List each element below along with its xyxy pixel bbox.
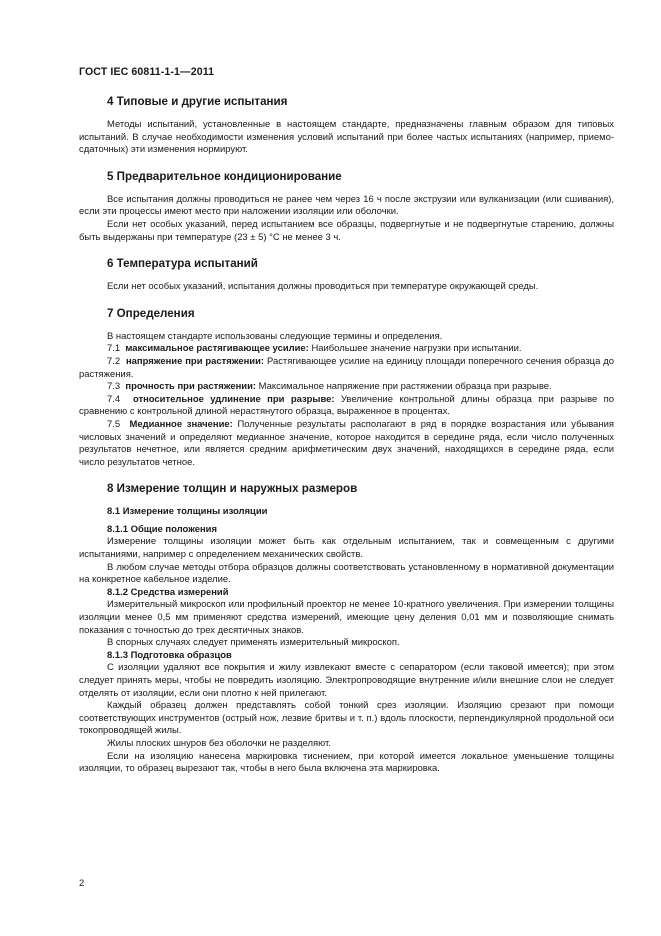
definition-7-5: 7.5 Медианное значение: Полученные результаты располагают в ряд в порядке возрастания или убывания числовых значений и определяют медианное значение, которое находится в середине ряда, если число полученных результатов нечетное, или является средним арифметическим двух значений, находящихся в середине ряда, если число результатов четное. — [79, 418, 615, 468]
section-4-paragraph: Методы испытаний, установленные в настоящем стандарте, предназначены главным образом для типовых испытаний. В случае необходимости изменения условий испытаний при более частых испытаниях (например, приемо-сдаточных) эти изменения нормируют. — [79, 119, 614, 156]
section-5-heading: 5 Предварительное кондиционирование — [107, 169, 342, 183]
section-4-heading: 4 Типовые и другие испытания — [107, 95, 288, 108]
subsection-8-1-2-heading: 8.1.2 Средства измерений — [107, 586, 229, 598]
section-6-heading: 6 Температура испытаний — [107, 257, 258, 271]
subsection-8-1-2-paragraph-2: В спорных случаях следует применять измерительный микроскоп. — [107, 637, 400, 649]
subsection-8-1-3-paragraph-3: Жилы плоских шнуров без оболочки не разделяют. — [107, 737, 331, 749]
subsection-8-1-3-paragraph-4: Если на изоляцию нанесена маркировка тиснением, при которой имеется локальное уменьшение толщины изоляции, то образец вырезают так, чтобы в него была включена эта маркировка. — [79, 750, 614, 775]
definition-7-1: 7.1 максимальное растягивающее усилие: Наибольшее значение нагрузки при испытании. — [107, 343, 522, 355]
page-content — [79, 90, 614, 776]
subsection-8-1-1-paragraph-1: Измерение толщины изоляции может быть как отдельным испытанием, так и совмещенным с другими испытаниями, например с определением механических свойств. — [79, 536, 614, 561]
section-7-heading: 7 Определения — [107, 306, 195, 320]
subsection-8-1-1-paragraph-2: В любом случае методы отбора образцов должны соответствовать установленному в нормативной документации на конкретное кабельное изделие. — [79, 561, 614, 586]
definition-7-3: 7.3 прочность при растяжении: Максимальное напряжение при растяжении образца при разрыве. — [107, 381, 552, 393]
page-number: 2 — [79, 878, 85, 889]
subsection-8-1-1-heading: 8.1.1 Общие положения — [107, 523, 217, 535]
subsection-8-1-3-paragraph-1: С изоляции удаляют все покрытия и жилу извлекают вместе с сепаратором (если таковой имеется); при этом следует принять меры, чтобы не повредить изоляцию. Электропроводящие внутренние и/или внешние слои не следует отделять от изоляции, если они плотно к ней прилегают. — [79, 662, 614, 699]
section-6-paragraph: Если нет особых указаний, испытания должны проводиться при температуре окружающей среды. — [107, 281, 539, 293]
subsection-8-1-3-paragraph-2: Каждый образец должен представлять собой тонкий срез изоляции. Изоляцию срезают при помощи соответствующих инструментов (острый нож, лезвие бритвы и т. п.) вдоль плоскости, перпендикулярной продольной оси токопроводящей жилы. — [79, 700, 614, 737]
section-8-heading: 8 Измерение толщин и наружных размеров — [107, 482, 358, 496]
standard-designation: ГОСТ IEC 60811-1-1—2011 — [79, 66, 215, 78]
subsection-8-1-2-paragraph-1: Измерительный микроскоп или профильный проектор не менее 10-кратного увеличения. При измерении толщины изоляции менее 0,5 мм применяют средства измерений, имеющие цену деления 0,01 мм и позволяющие снимать показания с точностью до трех десятичных знаков. — [79, 599, 614, 636]
section-5-paragraph-1: Все испытания должны проводиться не ранее чем через 16 ч после экструзии или вулканизации (или сшивания), если эти процессы имеют место при наложении изоляции или оболочки. — [79, 193, 614, 218]
section-5-paragraph-2: Если нет особых указаний, перед испытанием все образцы, подвергнутые и не подвергнутые старению, должны быть выдержаны при температуре (23 ± 5) °С не менее 3 ч. — [79, 218, 614, 243]
definition-7-4: 7.4 относительное удлинение при разрыве: Увеличение контрольной длины образца при разрыве по сравнению с контрольной длиной нерастянутого образца, выраженное в процентах. — [79, 393, 614, 418]
subsection-8-1-heading: 8.1 Измерение толщины изоляции — [107, 506, 268, 518]
definition-7-2: 7.2 напряжение при растяжении: Растягивающее усилие на единицу площади поперечного сечения образца до растяжения. — [79, 355, 615, 380]
section-7-intro: В настоящем стандарте использованы следующие термины и определения. — [107, 330, 443, 342]
subsection-8-1-3-heading: 8.1.3 Подготовка образцов — [107, 649, 232, 661]
